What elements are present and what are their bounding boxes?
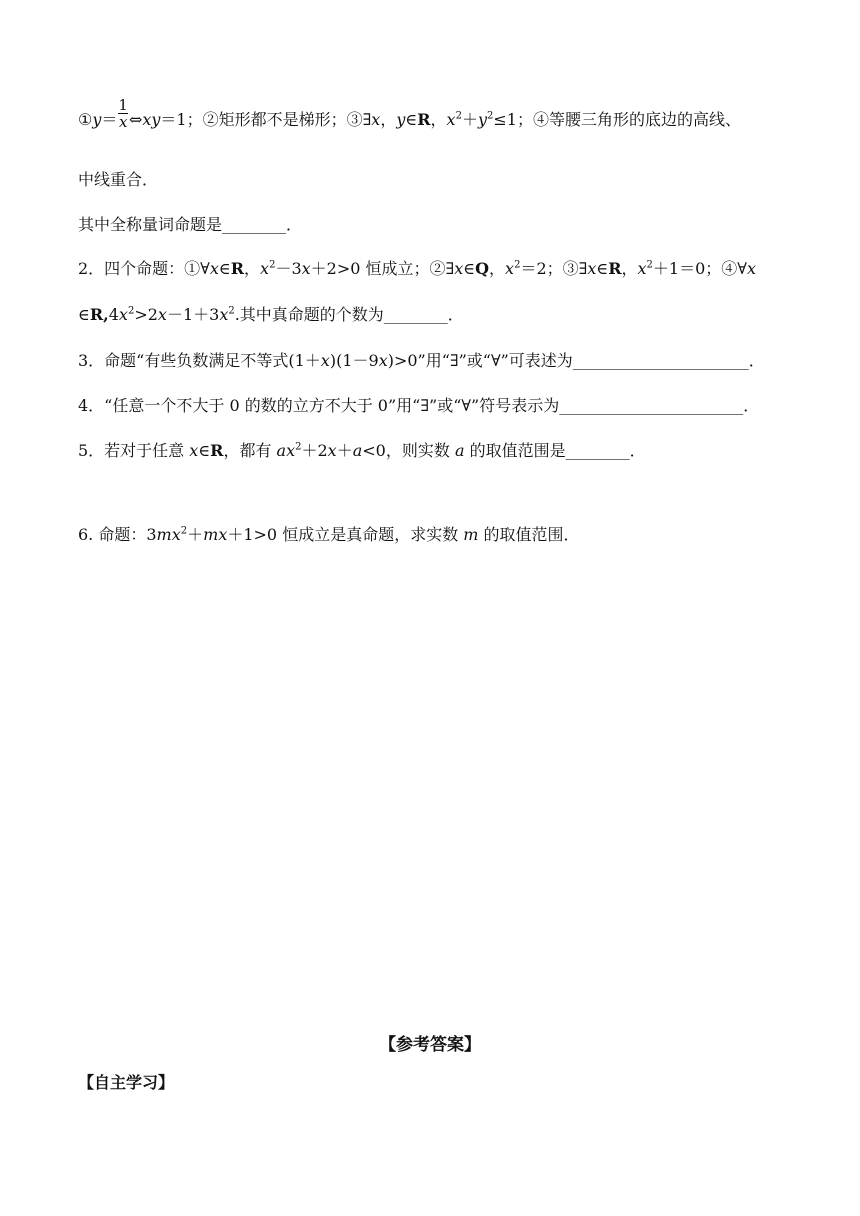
q1-line2: 中线重合． [78,170,159,189]
q1-line3: 其中全称量词命题是________． [78,215,303,234]
var-y: y [92,110,102,129]
q6-line: 6. 命题：$3mx^2+mx+1>0$ 恒成立是真命题，求实数 m 的取值范围． [78,525,580,544]
q1-line1: ①y＝ $\frac{1}{x}$ ⇔xy＝1；②矩形都不是梯形；③∃x，y∈R，$x^2+y^2\le 1$；④等腰三角形的底边的高线、 [78,96,741,131]
q5-line: 5．若对于任意 x∈R，都有 $ax^2+2x+a<0$，则实数 a 的取值范围是________． [78,441,646,460]
q2-line2: $\in R,4x^2>2x-1+3x^2$.其中真命题的个数为________． [78,305,464,324]
fraction-one-over-x: $\frac{1}{x}$ [118,96,128,131]
q3-line: 3．命题“有些负数满足不等式(1＋x)(1－9x)>0”用“∃”或“∀”可表述为______________________． [78,351,765,370]
q2-line1: 2．四个命题：①∀x∈R，$x^2-3x+2>0$ 恒成立；②∃x∈Q，$x^2=2$；③∃x∈R，$x^2+1=0$；④∀x [78,259,756,278]
self-study-title: 【自主学习】 [78,1073,175,1092]
q4-line: 4．“任意一个不大于 0 的数的立方不大于 0”用“∃”或“∀”符号表示为_______________________． [78,396,760,415]
answers-title: 【参考答案】 [379,1035,481,1055]
